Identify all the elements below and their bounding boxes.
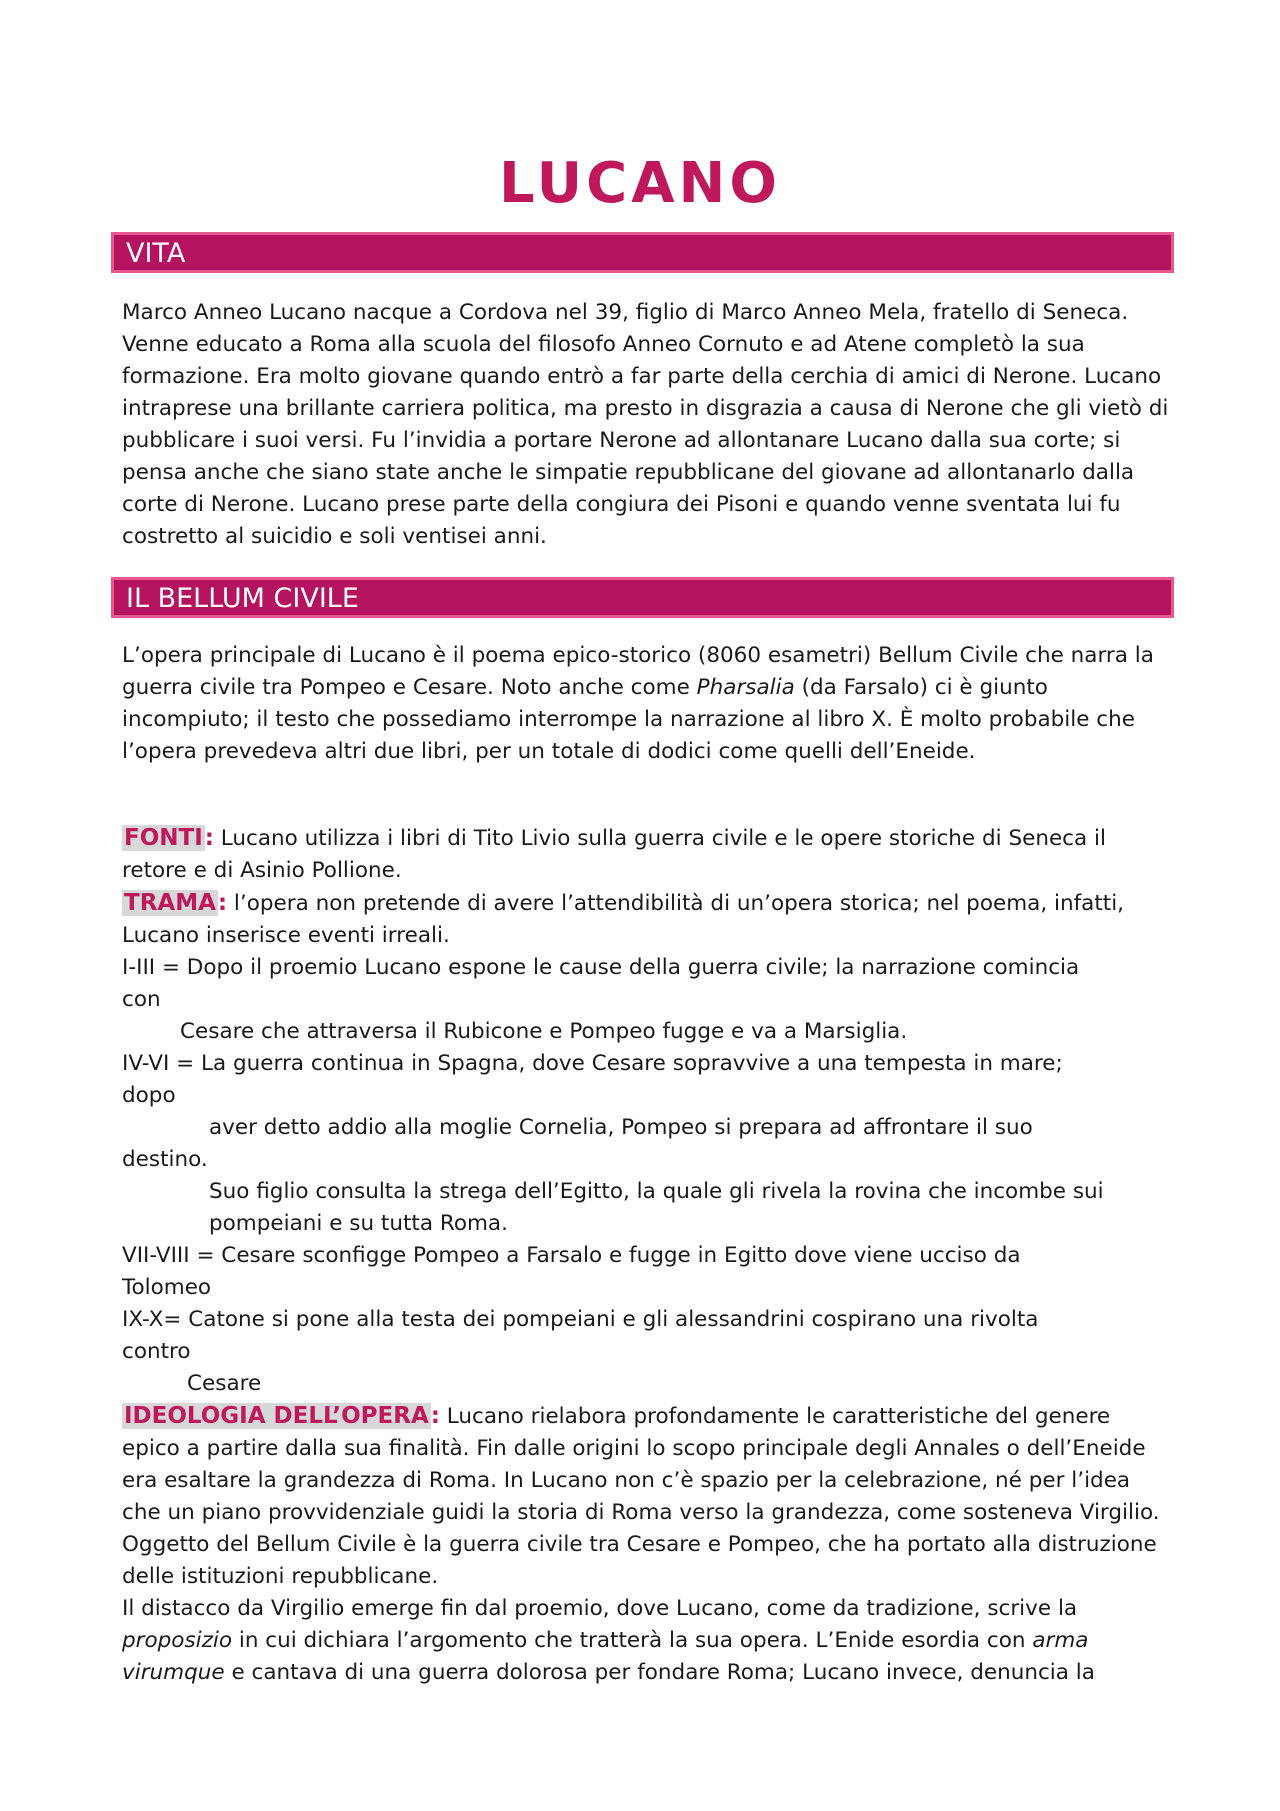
distacco-part3: e cantava di una guerra dolorosa per fondare Roma; Lucano invece, denuncia la: [224, 1660, 1095, 1685]
trama-line: aver detto addio alla moglie Cornelia, Pompeo si prepara ad affrontare il suo: [209, 1115, 1033, 1140]
trama-line: I-III = Dopo il proemio Lucano espone le cause della guerra civile; la narrazione comincia: [122, 955, 1080, 980]
fonti-text: Lucano utilizza i libri di Tito Livio sulla guerra civile e le opere storiche di Seneca il retore e di Asinio Pollione.: [122, 826, 1106, 883]
proposizio-italic: proposizio: [122, 1628, 233, 1653]
bellum-intro-part2: (da Farsalo) ci è giunto incompiuto; il testo che possediamo interrompe la narrazione al libro X. È molto probabile che l’opera prevedeva altri due libri, per un totale di dodici come quelli dell’Eneide.: [122, 675, 1135, 764]
trama-line: VII-VIII = Cesare sconfigge Pompeo a Farsalo e fugge in Egitto dove viene ucciso da: [122, 1243, 1021, 1268]
distacco-part2: in cui dichiara l’argomento che tratterà la sua opera. L’Enide esordia con: [232, 1628, 1033, 1653]
ideologia-paragraph: IDEOLOGIA DELL’OPERA: Lucano rielabora profondamente le caratteristiche del genere epico a partire dalla sua finalità. Fin dalle origini lo scopo principale degli Annales o dell’Eneide era esaltare la grandezza di Roma. In Lucano non c’è spazio per la celebrazione, né per l’idea che un piano provvidenziale guidi la storia di Roma verso la grandezza, come sosteneva Virgilio. Oggetto del Bellum Civile è la guerra civile tra Cesare e Pompeo, che ha portato alla distruzione delle istituzioni repubblicane.: [122, 1403, 1160, 1589]
bellum-intro-part1: L’opera principale di Lucano è il poema epico-storico (8060 esametri) Bellum Civile che narra la guerra civile tra Pompeo e Cesare. Noto anche come: [122, 643, 1154, 700]
trama-paragraph: TRAMA: l’opera non pretende di avere l’attendibilità di un’opera storica; nel poema, infatti, Lucano inserisce eventi irreali.: [122, 890, 1125, 948]
trama-line: Cesare: [187, 1371, 262, 1396]
section-heading-vita: VITA: [111, 232, 1174, 273]
section-heading-bellum-civile: IL BELLUM CIVILE: [111, 577, 1174, 618]
trama-line: Suo figlio consulta la strega dell’Egitto, la quale gli rivela la rovina che incombe sui: [209, 1179, 1104, 1204]
trama-line: con: [122, 987, 161, 1012]
trama-line: contro: [122, 1339, 191, 1364]
ideologia-text: Lucano rielabora profondamente le caratteristiche del genere epico a partire dalla sua finalità. Fin dalle origini lo scopo principale degli Annales o dell’Eneide era esaltare la grandezza di Roma. In Lucano non c’è spazio per la celebrazione, né per l’idea che un piano provvidenziale guidi la storia di Roma verso la grandezza, come sosteneva Virgilio. Oggetto del Bellum Civile è la guerra civile tra Cesare e Pompeo, che ha portato alla distruzione delle istituzioni repubblicane.: [122, 1404, 1160, 1589]
page-title: LUCANO: [498, 151, 782, 216]
trama-label: TRAMA: [124, 890, 216, 916]
fonti-label: FONTI: [124, 825, 203, 851]
bellum-intro-paragraph: [122, 640, 1172, 768]
distacco-paragraph: [122, 1593, 1172, 1689]
trama-line: pompeiani e su tutta Roma.: [209, 1211, 508, 1236]
trama-text: l’opera non pretende di avere l’attendibilità di un’opera storica; nel poema, infatti, Lucano inserisce eventi irreali.: [122, 891, 1125, 948]
bellum-intro-text: [122, 640, 1172, 768]
vita-paragraph: [122, 297, 1172, 553]
bellum-details: [122, 822, 1172, 1689]
trama-line: Tolomeo: [122, 1275, 212, 1300]
trama-line: dopo: [122, 1083, 176, 1108]
pharsalia-italic: Pharsalia: [696, 675, 795, 700]
trama-line: IX-X= Catone si pone alla testa dei pompeiani e gli alessandrini cospirano una rivolta: [122, 1307, 1039, 1332]
vita-text: Marco Anneo Lucano nacque a Cordova nel 39, figlio di Marco Anneo Mela, fratello di Seneca. Venne educato a Roma alla scuola del filosofo Anneo Cornuto e ad Atene completò la sua formazione. Era molto giovane quando entrò a far parte della cerchia di amici di Nerone. Lucano intraprese una brillante carriera politica, ma presto in disgrazia a causa di Nerone che gli vietò di pubblicare i suoi versi. Fu l’invidia a portare Nerone ad allontanare Lucano dalla sua corte; si pensa anche che siano state anche le simpatie repubblicane del giovane ad allontanarlo dalla corte di Nerone. Lucano prese parte della congiura dei Pisoni e quando venne sventata lui fu costretto al suicidio e soli ventisei anni.: [122, 300, 1169, 549]
distacco-part1: Il distacco da Virgilio emerge fin dal proemio, dove Lucano, come da tradizione, scrive la: [122, 1596, 1078, 1621]
trama-line: Cesare che attraversa il Rubicone e Pompeo fugge e va a Marsiglia.: [180, 1019, 908, 1044]
arma-virumque-italic: arma virumque: [122, 1628, 1089, 1685]
trama-line: destino.: [122, 1147, 208, 1172]
trama-line: IV-VI = La guerra continua in Spagna, dove Cesare sopravvive a una tempesta in mare;: [122, 1051, 1063, 1076]
fonti-paragraph: FONTI: Lucano utilizza i libri di Tito Livio sulla guerra civile e le opere storiche di Seneca il retore e di Asinio Pollione.: [122, 825, 1106, 883]
ideologia-label: IDEOLOGIA DELL’OPERA: [124, 1403, 429, 1429]
